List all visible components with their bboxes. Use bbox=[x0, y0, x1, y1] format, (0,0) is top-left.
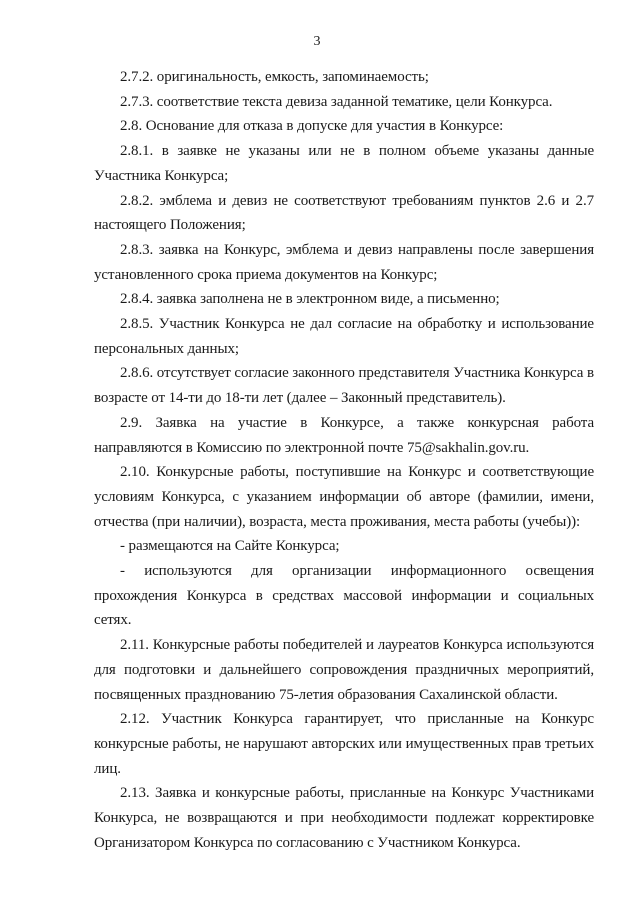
paragraph-2-13: 2.13. Заявка и конкурсные работы, присланные на Конкурс Участниками Конкурса, не возвращаются и при необходимости подлежат корректировке Организатором Конкурса по согласованию с Участником Конкурса. bbox=[94, 785, 594, 851]
paragraph-2-7-3: 2.7.3. соответствие текста девиза заданной тематике, цели Конкурса. bbox=[120, 93, 553, 110]
paragraph-2-8: 2.8. Основание для отказа в допуске для участия в Конкурсе: bbox=[120, 118, 504, 135]
paragraph-2-10-item-1: - размещаются на Сайте Конкурса; bbox=[120, 538, 340, 555]
paragraph-2-10-item-2: - используются для организации информационного освещения прохождения Конкурса в средствах массовой информации и социальных сетях. bbox=[94, 563, 594, 629]
paragraph-2-8-5: 2.8.5. Участник Конкурса не дал согласие на обработку и использование персональных данных; bbox=[94, 316, 594, 357]
paragraph-2-11: 2.11. Конкурсные работы победителей и лауреатов Конкурса используются для подготовки и дальнейшего сопровождения праздничных мероприятий, посвященных празднованию 75-летия образования Сахалинской области. bbox=[94, 637, 594, 703]
paragraph-2-8-3: 2.8.3. заявка на Конкурс, эмблема и девиз направлены после завершения установленного срока приема документов на Конкурс; bbox=[94, 241, 594, 283]
paragraph-2-8-6: 2.8.6. отсутствует согласие законного представителя Участника Конкурса в возрасте от 14-ти до 18-ти лет (далее – Законный представитель). bbox=[94, 365, 594, 407]
paragraph-2-7-2: 2.7.2. оригинальность, емкость, запоминаемость; bbox=[120, 69, 429, 85]
paragraph-2-12: 2.12. Участник Конкурса гарантирует, что присланные на Конкурс конкурсные работы, не нарушают авторских или имущественных прав третьих лиц. bbox=[94, 711, 594, 777]
paragraph-2-9: 2.9. Заявка на участие в Конкурсе, а также конкурсная работа направляются в Комиссию по электронной почте 75@sakhalin.gov.ru. bbox=[94, 414, 594, 456]
document-body bbox=[94, 65, 594, 856]
paragraph-2-10: 2.10. Конкурсные работы, поступившие на Конкурс и соответствующие условиям Конкурса, с указанием информации об авторе (фамилии, имени, отчества (при наличии), возраста, места проживания, места работы (учебы)): bbox=[94, 464, 594, 530]
paragraph-2-8-2: 2.8.2. эмблема и девиз не соответствуют требованиям пунктов 2.6 и 2.7 настоящего Положения; bbox=[94, 192, 594, 234]
paragraph-2-8-4: 2.8.4. заявка заполнена не в электронном виде, а письменно; bbox=[120, 291, 500, 308]
paragraph-2-8-1: 2.8.1. в заявке не указаны или не в полном объеме указаны данные Участника Конкурса; bbox=[94, 143, 594, 184]
page-number: 3 bbox=[313, 34, 321, 49]
